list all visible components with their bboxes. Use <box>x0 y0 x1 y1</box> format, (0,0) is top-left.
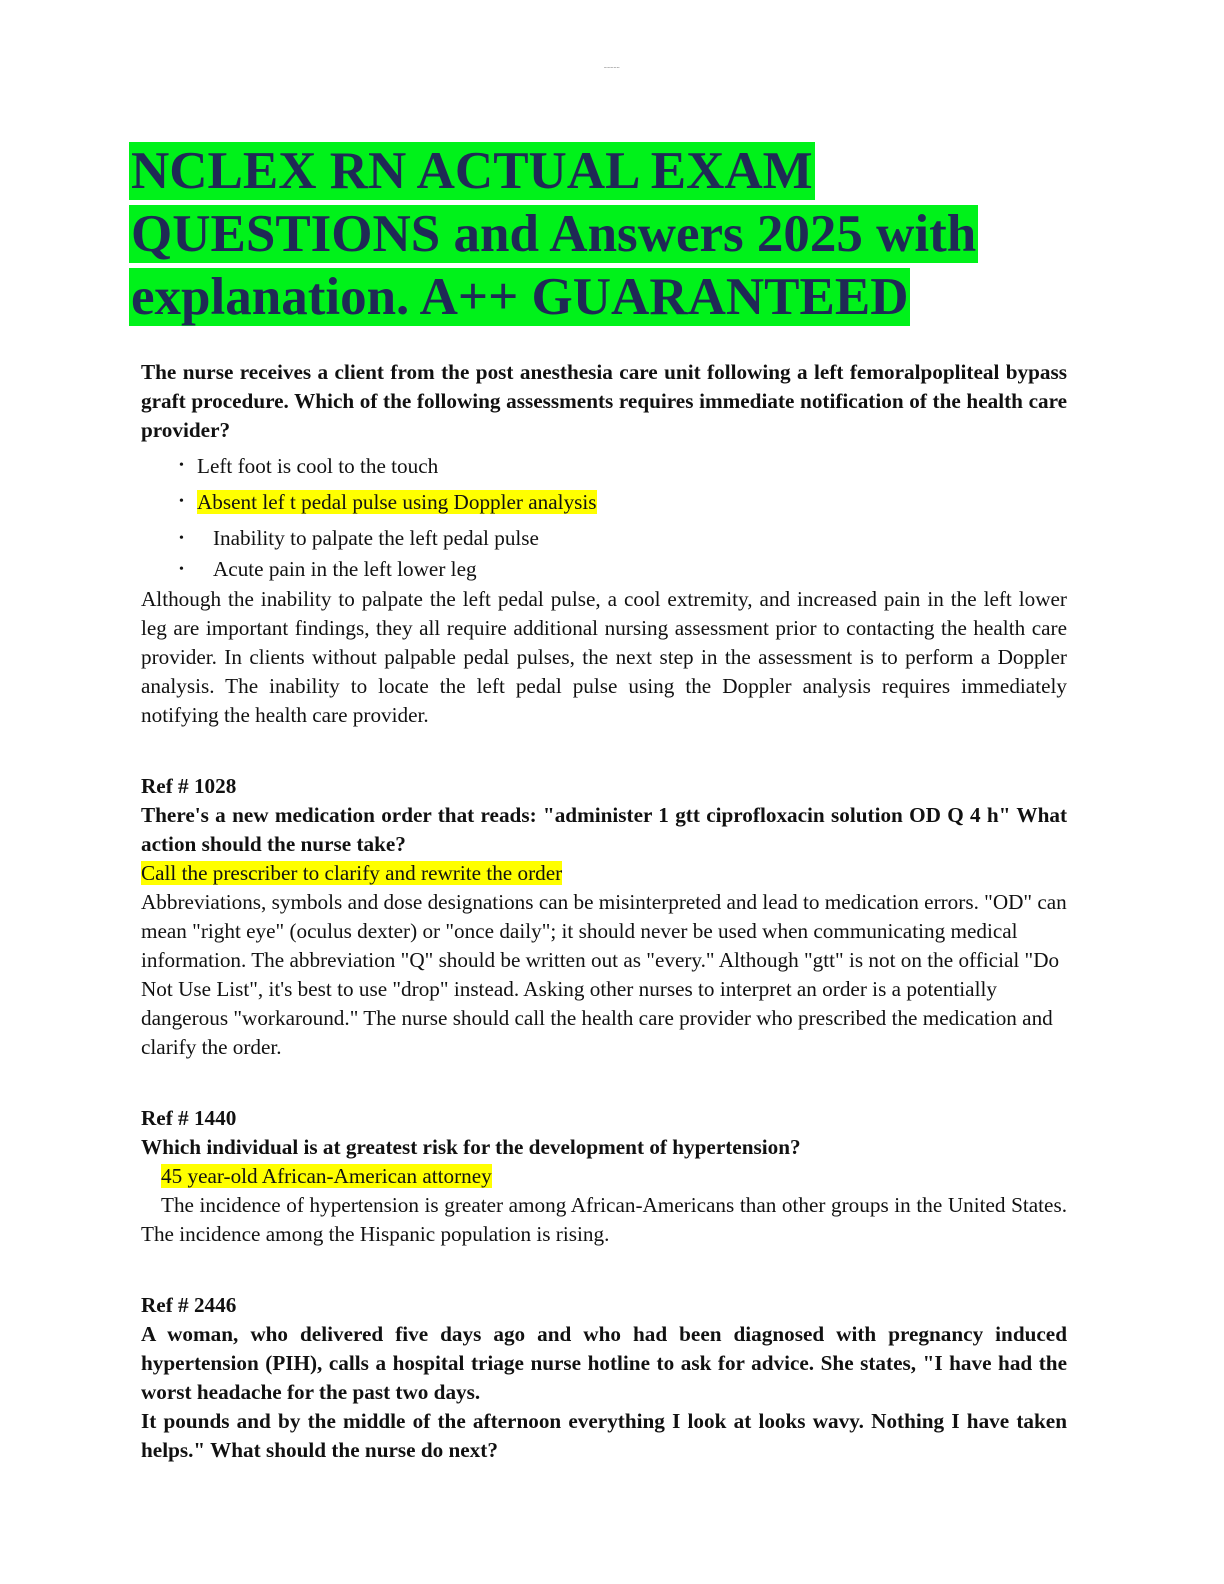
reference-number: Ref # 1440 <box>141 1106 237 1130</box>
title-line-1: NCLEX RN ACTUAL EXAM <box>131 142 813 200</box>
option-item <box>179 451 1067 481</box>
question-block-3 <box>141 1104 1067 1249</box>
document-title <box>129 140 1089 329</box>
reference-number: Ref # 2446 <box>141 1293 237 1317</box>
question-text: The nurse receives a client from the post anesthesia care unit following a left femoralpopliteal bypass graft procedure. Which of the following assessments requires immediate notification of the health care provider? <box>141 360 1067 442</box>
question-text: A woman, who delivered five days ago and who had been diagnosed with pregnancy induced hypertension (PIH), calls a hospital triage nurse hotline to ask for advice. She states, "I have had the worst headache for the past two days. <box>141 1322 1067 1404</box>
option-text-highlighted: Absent lef t pedal pulse using Doppler analysis <box>197 490 597 514</box>
explanation-text: Abbreviations, symbols and dose designations can be misinterpreted and lead to medication errors. "OD" can mean "right eye" (oculus dexter) or "once daily"; it should never be used when communicating medical information. The abbreviation "Q" should be written out as "every." Although "gtt" is not on the official "Do Not Use List", it's best to use "drop" instead. Asking other nurses to interpret an order is a potentially dangerous "workaround." The nurse should call the health care provider who prescribed the medication and clarify the order. <box>141 890 1067 1059</box>
question-text: Which individual is at greatest risk for the development of hypertension? <box>141 1135 801 1159</box>
answer-options <box>141 451 1067 585</box>
answer-text-highlighted: Call the prescriber to clarify and rewrite the order <box>141 861 563 885</box>
bullet-icon: • <box>179 562 184 577</box>
option-text: Acute pain in the left lower leg <box>213 557 477 581</box>
answer-text-highlighted: 45 year-old African-American attorney <box>161 1164 492 1188</box>
option-item <box>179 554 1067 585</box>
question-block-4 <box>141 1291 1067 1465</box>
answer-line <box>141 859 1067 888</box>
bullet-icon: • <box>179 531 184 546</box>
option-item-correct <box>179 487 1067 517</box>
bullet-icon: • <box>179 494 184 509</box>
question-text: There's a new medication order that reads: "administer 1 gtt ciprofloxacin solution OD Q 4 h" What action should the nurse take? <box>141 803 1067 856</box>
bullet-icon: • <box>179 458 184 473</box>
title-line-2: QUESTIONS and Answers 2025 with <box>131 205 977 263</box>
option-text: Inability to palpate the left pedal pulse <box>213 526 539 550</box>
explanation-text: Although the inability to palpate the left pedal pulse, a cool extremity, and increased pain in the left lower leg are important findings, they all require additional nursing assessment prior to contacting the health care provider. In clients without palpable pedal pulses, the next step in the assessment is to perform a Doppler analysis. The inability to locate the left pedal pulse using the Doppler analysis requires immediately notifying the health care provider. <box>141 587 1067 727</box>
answer-line <box>141 1162 1067 1191</box>
question-text-continued: It pounds and by the middle of the afternoon everything I look at looks wavy. Nothing I have taken helps." What should the nurse do next? <box>141 1409 1067 1462</box>
question-block-1 <box>141 358 1067 730</box>
option-text: Left foot is cool to the touch <box>197 454 439 478</box>
option-item <box>179 523 1067 554</box>
title-line-3: explanation. A++ GUARANTEED <box>131 268 909 326</box>
reference-number: Ref # 1028 <box>141 774 237 798</box>
question-block-2 <box>141 772 1067 1062</box>
page-header-mark: ~~~~~ <box>603 66 621 71</box>
document-body <box>141 358 1067 1465</box>
explanation-text: The incidence of hypertension is greater among African-Americans than other groups in the United States. The incidence among the Hispanic population is rising. <box>141 1193 1067 1246</box>
